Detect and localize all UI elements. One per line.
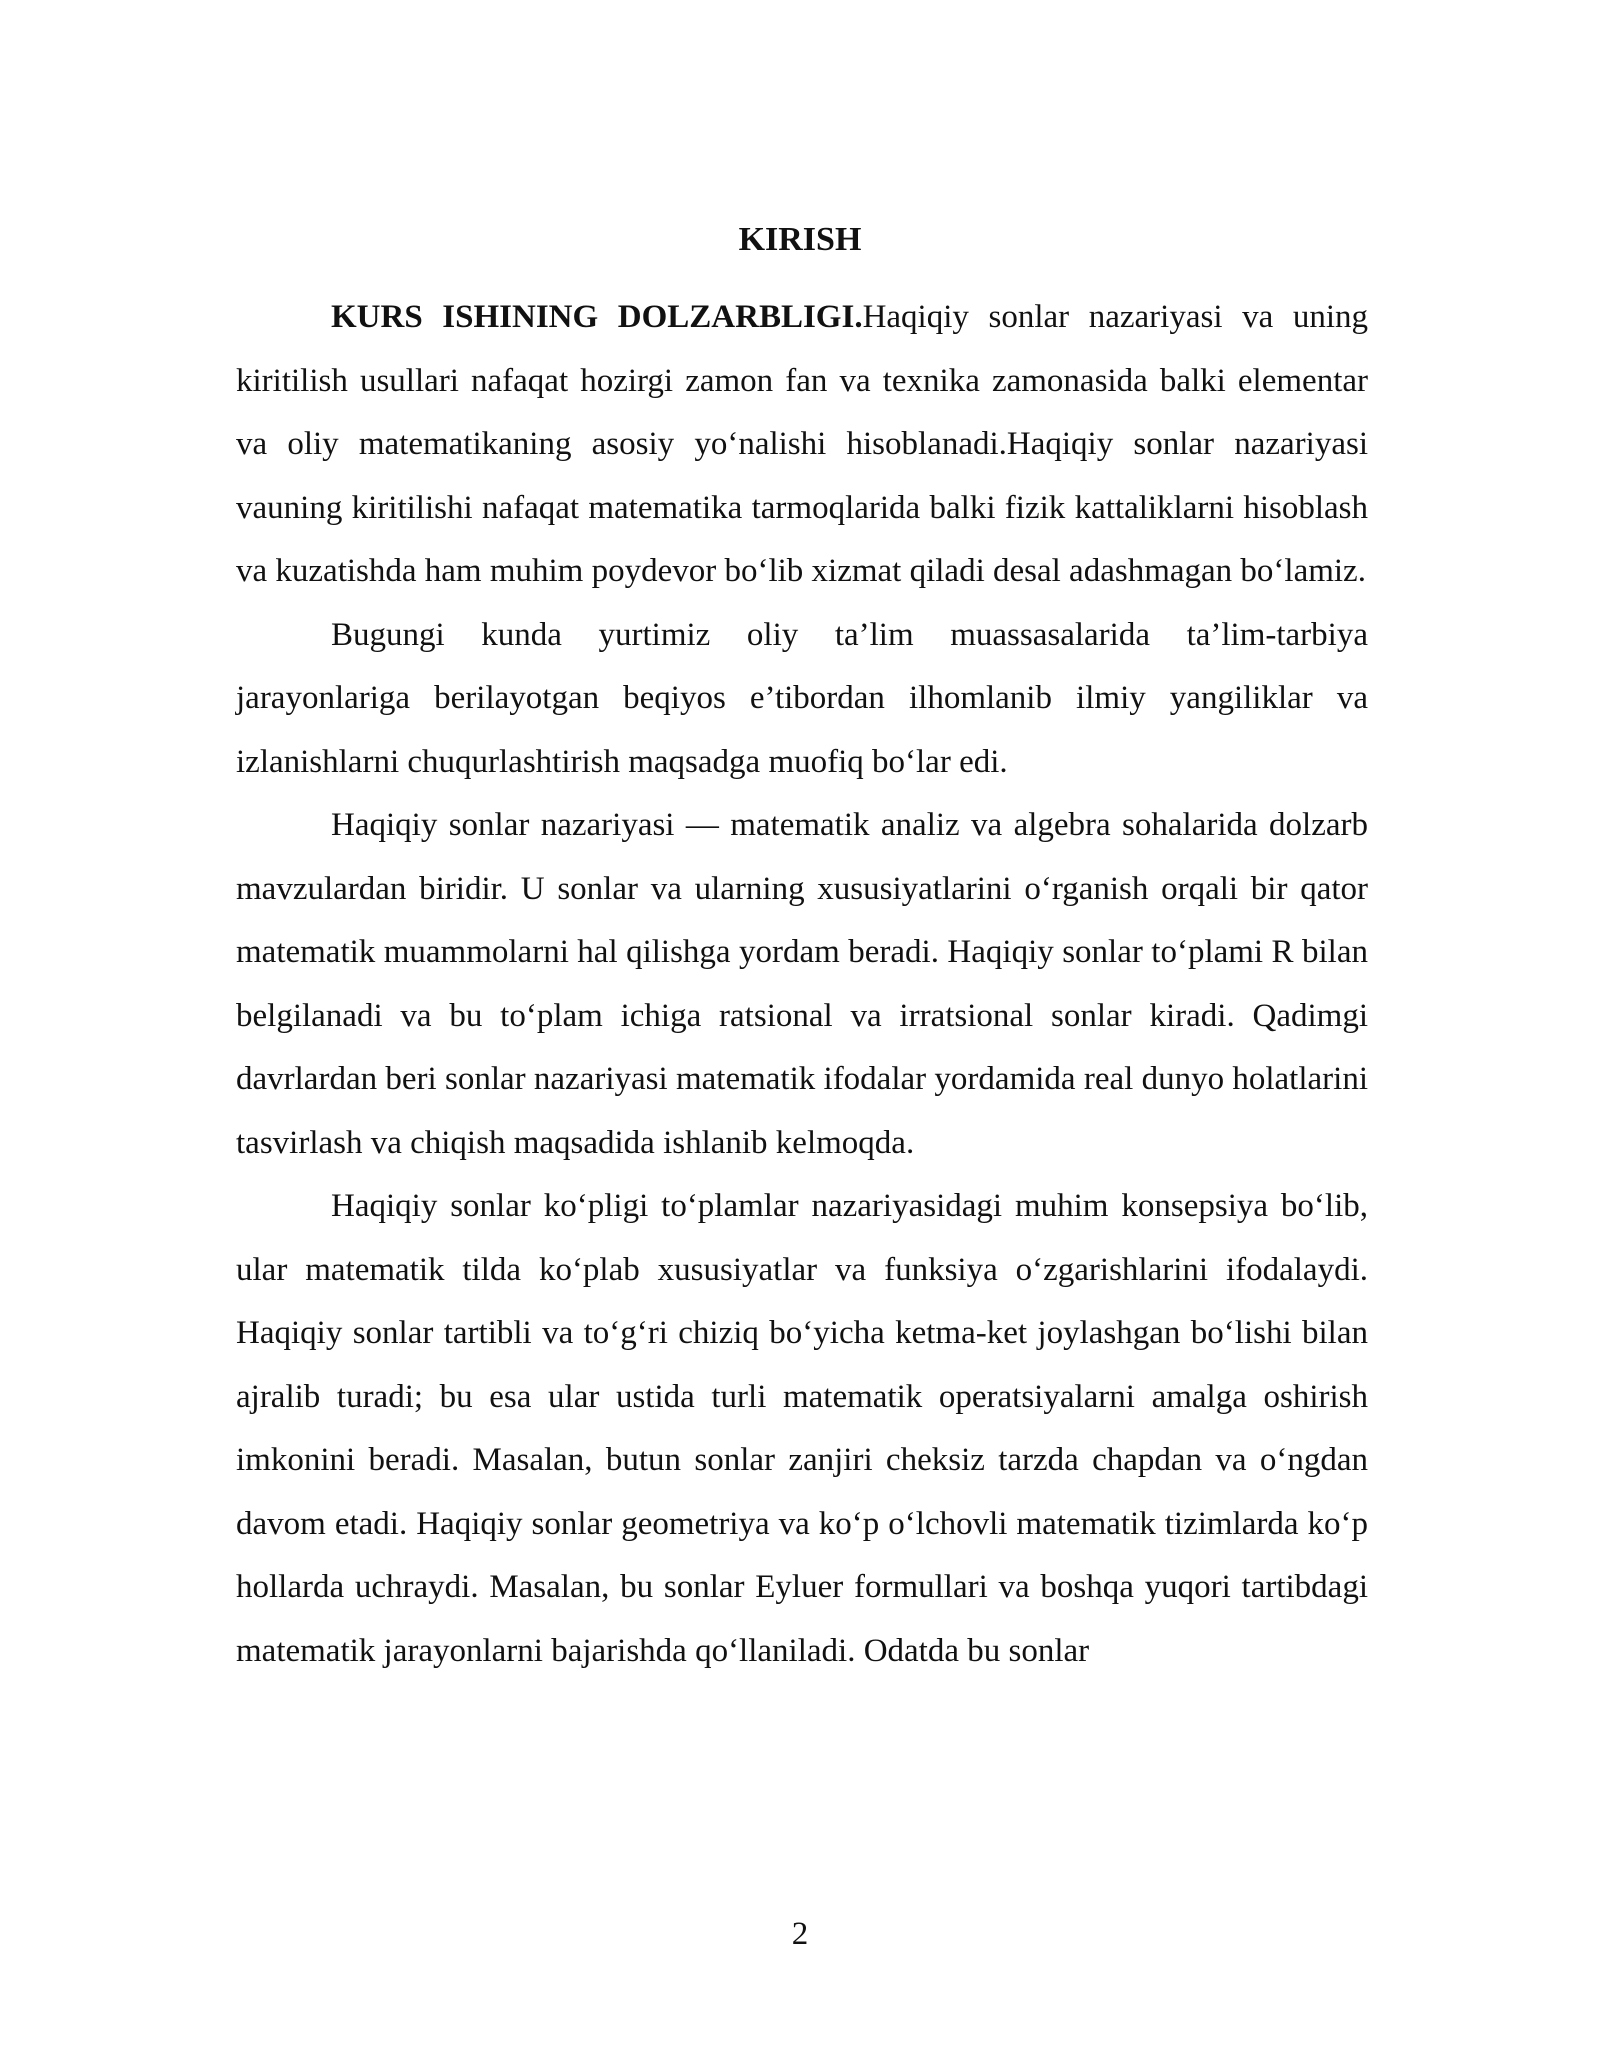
paragraph-text: Haqiqiy sonlar nazariyasi va uning kiritilish usullari nafaqat hozirgi zamon fan va texnika zamonasida balki elementar va oliy matematikaning asosiy yoʻnalishi hisoblanadi.Haqiqiy sonlar nazariyasi vauning kiritilishi nafaqat matematika tarmoqlarida balki fizik kattaliklarni hisoblash va kuzatishda ham muhim poydevor boʻlib xizmat qiladi desal adashmagan boʻlamiz. [236,299,1368,589]
paragraph-properties [236,1175,1368,1683]
section-heading: KIRISH [738,221,862,258]
page-number: 2 [791,1916,809,1952]
paragraph-lead-in: KURS ISHINING DOLZARBLIGI. [331,299,863,335]
paragraph-theory [236,794,1368,1175]
paragraph-text: Haqiqiy sonlar nazariyasi — matematik analiz va algebra sohalarida dolzarb mavzulardan biridir. U sonlar va ularning xususiyatlarini oʻrganish orqali bir qator matematik muammolarni hal qilishga yordam beradi. Haqiqiy sonlar toʻplami R bilan belgilanadi va bu toʻplam ichiga ratsional va irratsional sonlar kiradi. Qadimgi davrlardan beri sonlar nazariyasi matematik ifodalar yordamida real dunyo holatlarini tasvirlash va chiqish maqsadida ishlanib kelmoqda. [236,807,1368,1161]
paragraph-relevance [236,286,1368,604]
body-text [236,286,1368,1683]
paragraph-education [236,604,1368,795]
paragraph-text: Haqiqiy sonlar koʻpligi toʻplamlar nazariyasidagi muhim konsepsiya boʻlib, ular matematik tilda koʻplab xususiyatlar va funksiya oʻzgarishlarini ifodalaydi. Haqiqiy sonlar tartibli va toʻgʻri chiziq boʻyicha ketma-ket joylashgan boʻlishi bilan ajralib turadi; bu esa ular ustida turli matematik operatsiyalarni amalga oshirish imkonini beradi. Masalan, butun sonlar zanjiri cheksiz tarzda chapdan va oʻngdan davom etadi. Haqiqiy sonlar geometriya va koʻp oʻlchovli matematik tizimlarda koʻp hollarda uchraydi. Masalan, bu sonlar Eyluer formullari va boshqa yuqori tartibdagi matematik jarayonlarni bajarishda qoʻllaniladi. Odatda bu sonlar [236,1188,1368,1669]
paragraph-text: Bugungi kunda yurtimiz oliy ta’lim muassasalarida ta’lim-tarbiya jarayonlariga berilayotgan beqiyos e’tibordan ilhomlanib ilmiy yangiliklar va izlanishlarni chuqurlashtirish maqsadga muofiq boʻlar edi. [236,616,1368,780]
